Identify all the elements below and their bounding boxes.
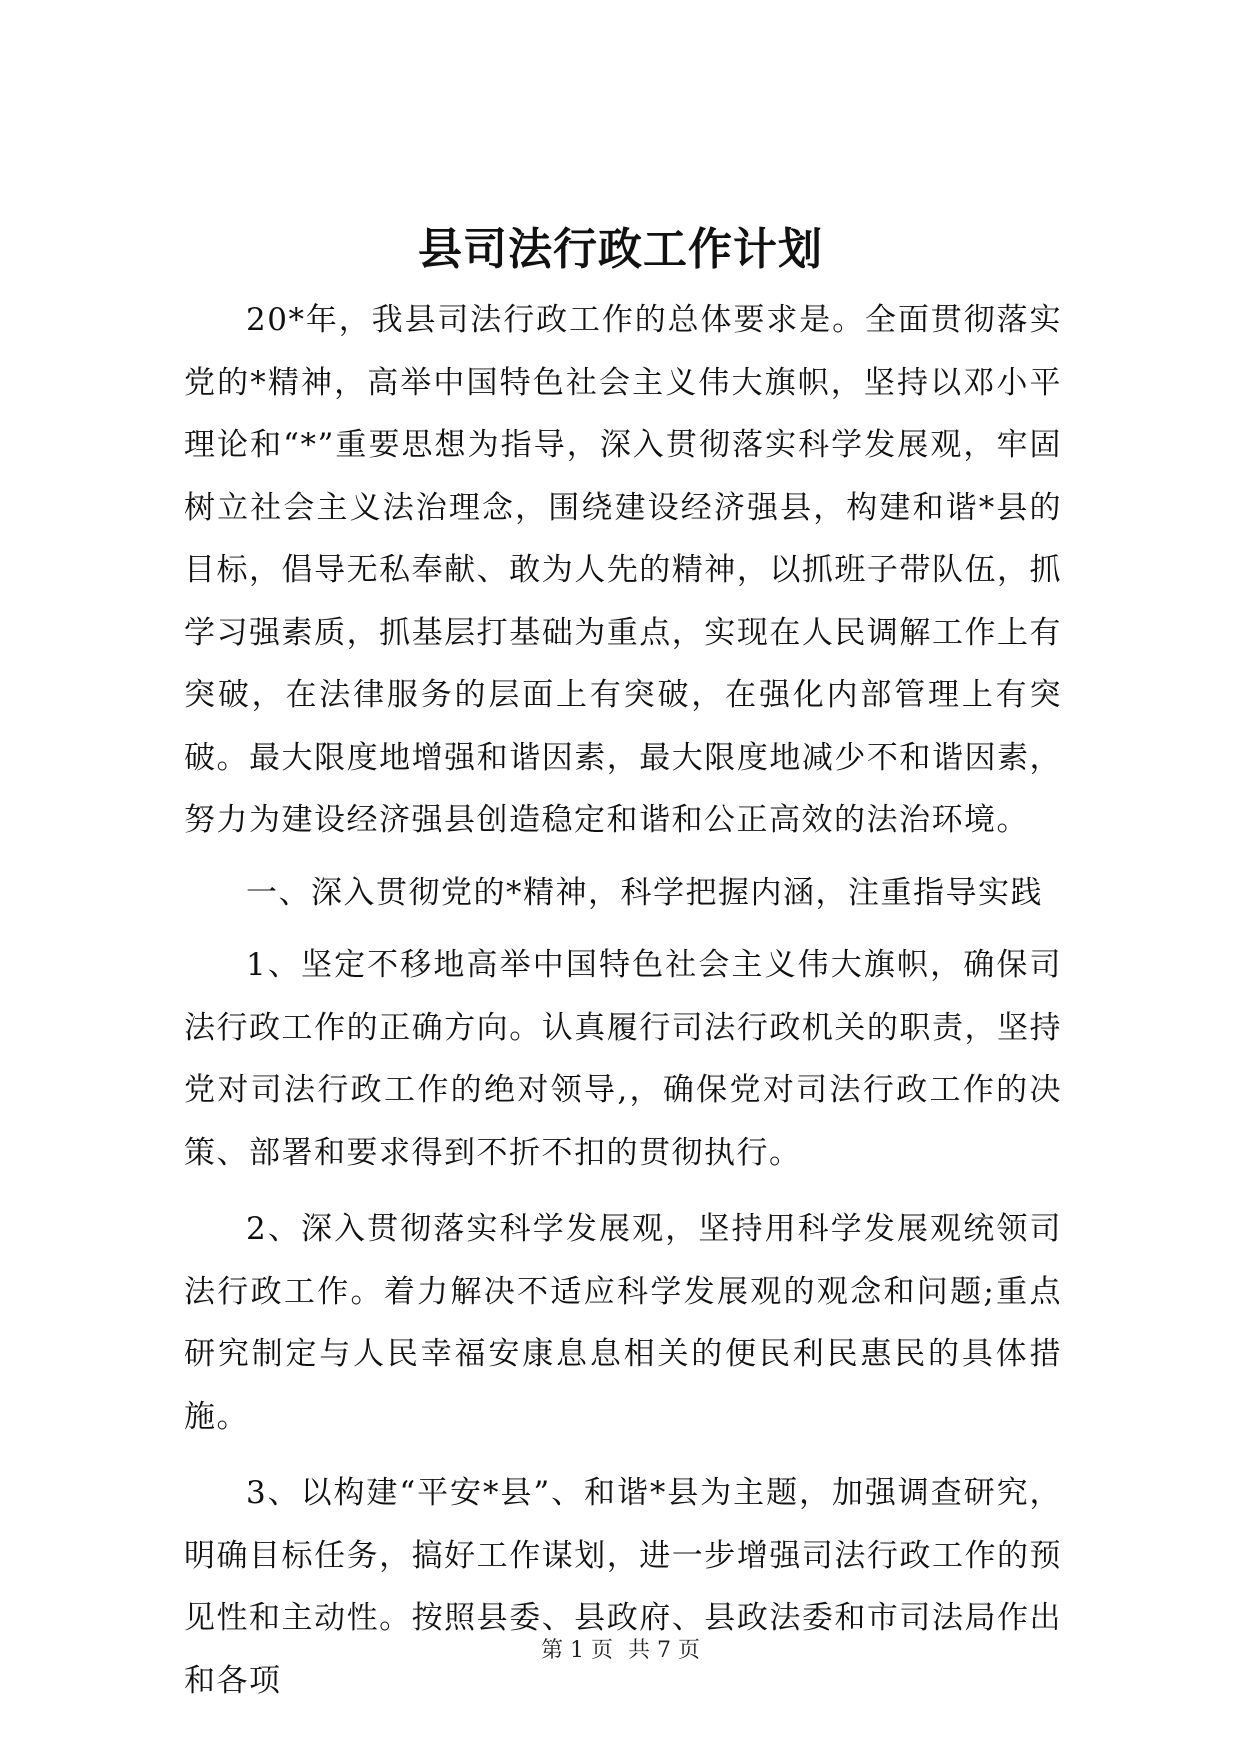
page-footer [0,1636,1241,1666]
page-total: 共 7 页 [628,1638,700,1663]
paragraph-intro: 20*年，我县司法行政工作的总体要求是。全面贯彻落实党的*精神，高举中国特色社会主义伟大旗帜，坚持以邓小平理论和“*”重要思想为指导，深入贯彻落实科学发展观，牢固树立社会主义法治理念，围绕建设经济强县，构建和谐*县的目标，倡导无私奉献、敢为人先的精神，以抓班子带队伍，抓学习强素质，抓基层打基础为重点，实现在人民调解工作上有突破，在法律服务的层面上有突破，在强化内部管理上有突破。最大限度地增强和谐因素，最大限度地减少不和谐因素，努力为建设经济强县创造稳定和谐和公正高效的法治环境。 [184,302,1062,838]
paragraph-item-3: 3、以构建“平安*县”、和谐*县为主题，加强调查研究，明确目标任务，搞好工作谋划，进一步增强司法行政工作的预见性和主动性。按照县委、县政府、县政法委和市司法局作出和各项 [184,1475,1062,1699]
paragraph-item-2: 2、深入贯彻落实科学发展观，坚持用科学发展观统领司法行政工作。着力解决不适应科学发展观的观念和问题;重点研究制定与人民幸福安康息息相关的便民利民惠民的具体措施。 [184,1211,1062,1435]
paragraph-item-1: 1、坚定不移地高举中国特色社会主义伟大旗帜，确保司法行政工作的正确方向。认真履行司法行政机关的职责，坚持党对司法行政工作的绝对领导,，确保党对司法行政工作的决策、部署和要求得到不折不扣的贯彻执行。 [184,947,1062,1171]
section-heading-1: 一、深入贯彻党的*精神，科学把握内涵，注重指导实践 [246,874,1043,911]
page-title: 县司法行政工作计划 [418,224,823,275]
document-body [184,289,1062,1712]
page-number: 第 1 页 [541,1638,613,1663]
